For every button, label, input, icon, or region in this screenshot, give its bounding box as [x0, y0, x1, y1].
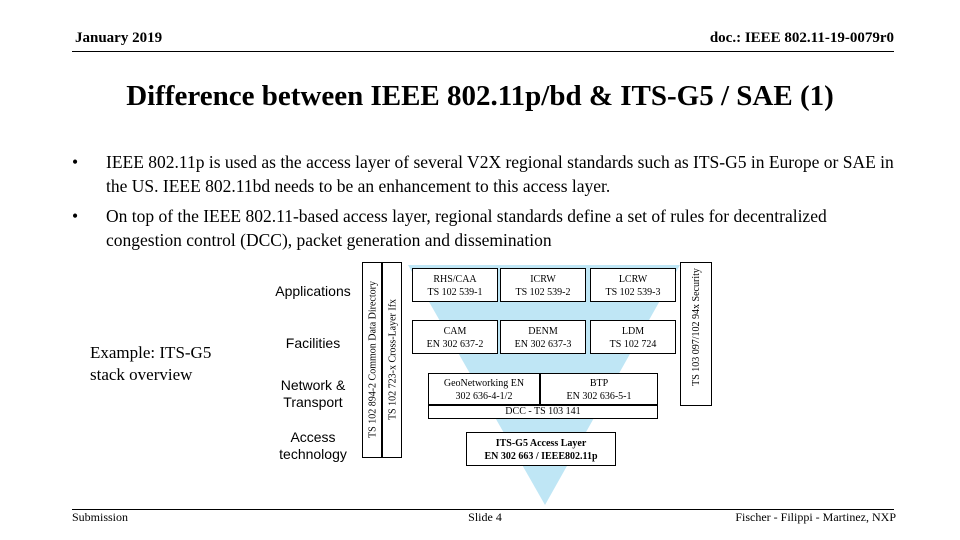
app-box-lcrw — [590, 268, 676, 302]
btp-box — [540, 373, 658, 405]
cross-layer-bar-label: TS 102 723-x Cross-Layer Ifx — [387, 298, 399, 421]
layer-network-transport: Network & Transport — [280, 377, 346, 410]
app-name: LCRW — [618, 274, 648, 285]
header-doc-id: doc.: IEEE 802.11-19-0079r0 — [709, 30, 894, 46]
app-name: RHS/CAA — [433, 274, 477, 285]
facility-box-ldm — [590, 320, 676, 354]
slide-title: Difference between IEEE 802.11p/bd & ITS-G5 / SAE (1) — [126, 80, 834, 112]
app-box-icrw — [500, 268, 586, 302]
layer-access-technology: Access technology — [279, 429, 347, 462]
bullet-icon: • — [72, 152, 79, 172]
facility-std: EN 302 637-2 — [426, 339, 484, 350]
geonetworking-name: GeoNetworking EN — [443, 378, 525, 389]
access-layer-name: ITS-G5 Access Layer — [495, 438, 587, 449]
cdd-bar — [362, 262, 382, 458]
security-bar-label: TS 103 097/102 94x Security — [691, 268, 702, 386]
bullet-icon: • — [72, 206, 79, 226]
layer-facilities: Facilities — [285, 335, 341, 351]
bullet-text-2: On top of the IEEE 802.11-based access layer, regional standards define a set of rules for decentralized congestion control (DCC), packet generation and dissemination — [106, 206, 827, 250]
facility-name: CAM — [443, 326, 467, 337]
app-box-rhs-caa — [412, 268, 498, 302]
bullet-text-1: IEEE 802.11p is used as the access layer of several V2X regional standards such as ITS-G5 in Europe or SAE in the US. IEEE 802.11bd needs to be an enhancement to this access layer. — [106, 152, 894, 196]
example-label: Example: ITS-G5 stack overview — [90, 343, 212, 384]
geonetworking-box — [428, 373, 540, 405]
access-layer-std: EN 302 663 / IEEE802.11p — [484, 451, 598, 462]
app-std: TS 102 539-2 — [515, 287, 571, 298]
facility-name: LDM — [621, 326, 645, 337]
header-date: January 2019 — [75, 30, 163, 46]
footer-submission: Submission — [72, 510, 129, 524]
access-layer-box — [466, 432, 616, 466]
footer-slide-number: Slide 4 — [468, 510, 502, 524]
geonetworking-std: 302 636-4-1/2 — [455, 391, 513, 402]
app-std: TS 102 539-1 — [427, 287, 483, 298]
cross-layer-bar — [382, 262, 402, 458]
footer-authors: Fischer - Filippi - Martinez, NXP — [735, 510, 896, 524]
security-bar — [680, 262, 712, 406]
facility-box-cam — [412, 320, 498, 354]
facility-name: DENM — [528, 326, 558, 337]
layer-applications: Applications — [275, 283, 351, 299]
btp-std: EN 302 636-5-1 — [566, 391, 632, 402]
app-name: ICRW — [530, 274, 556, 285]
dcc-box: DCC - TS 103 141 — [428, 405, 658, 419]
facility-std: TS 102 724 — [609, 339, 657, 350]
btp-name: BTP — [589, 378, 609, 389]
app-std: TS 102 539-3 — [605, 287, 661, 298]
cdd-bar-label: TS 102 894-2 Common Data Directory — [367, 281, 379, 438]
facility-box-denm — [500, 320, 586, 354]
facility-std: EN 302 637-3 — [514, 339, 572, 350]
